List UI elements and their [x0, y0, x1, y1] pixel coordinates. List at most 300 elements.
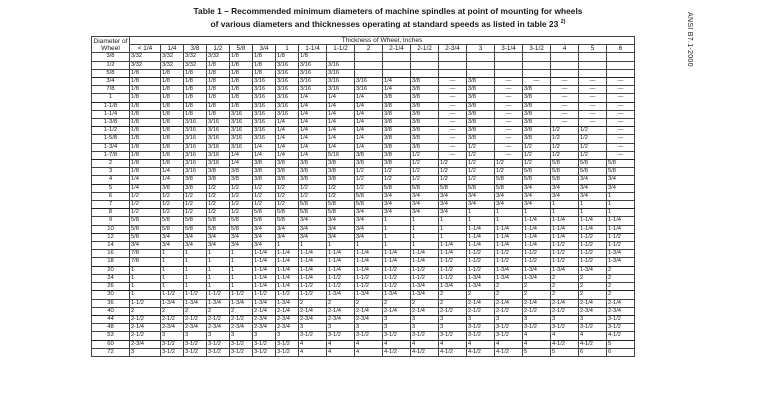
spindle-diameter-cell: 1/2 [207, 192, 230, 200]
spindle-diameter-cell: 2 [299, 299, 327, 307]
spindle-diameter-cell: 3/4 [355, 209, 383, 217]
spindle-diameter-cell: 3/32 [130, 61, 161, 69]
spindle-diameter-cell: 3-1/2 [355, 332, 383, 340]
spindle-diameter-cell: 3/4 [299, 233, 327, 241]
spindle-diameter-cell: 3/16 [184, 119, 207, 127]
spindle-diameter-cell: — [607, 119, 635, 127]
spindle-diameter-cell: 3/16 [184, 135, 207, 143]
spindle-diameter-cell: 2 [383, 299, 411, 307]
spindle-diameter-cell: 5/8 [607, 160, 635, 168]
spindle-diameter-cell: — [439, 127, 467, 135]
spindle-diameter-cell: 1 [523, 209, 551, 217]
spindle-diameter-cell: — [579, 102, 607, 110]
spindle-diameter-cell: 1-1/2 [207, 291, 230, 299]
spindle-diameter-cell: 1-1/4 [276, 283, 299, 291]
spindle-diameter-cell: 1/2 [161, 192, 184, 200]
spindle-diameter-cell: 2-3/4 [327, 315, 355, 323]
spindle-diameter-cell: 3/32 [207, 53, 230, 61]
title-line-1: Table 1 – Recommended minimum diameters of machine spindles at point of mounting for wheels [193, 6, 583, 16]
spindle-diameter-cell: 1/8 [207, 61, 230, 69]
spindle-diameter-cell: 1 [207, 258, 230, 266]
table-row [92, 225, 635, 233]
spindle-diameter-cell: 3/16 [276, 69, 299, 77]
spindle-diameter-cell: 1/4 [276, 127, 299, 135]
spindle-diameter-cell [467, 69, 495, 77]
spindle-diameter-cell: 5/8 [184, 225, 207, 233]
wheel-diameter-cell: 3/8 [92, 53, 130, 61]
spindle-diameter-cell: 1-1/2 [161, 291, 184, 299]
spindle-diameter-cell [495, 69, 523, 77]
spindle-diameter-cell: 2-1/4 [299, 307, 327, 315]
spindle-diameter-cell: 1-1/4 [355, 258, 383, 266]
spindle-diameter-cell: 3/16 [230, 127, 253, 135]
spindle-diameter-cell: 3/16 [230, 143, 253, 151]
spindle-diameter-cell: 3 [355, 324, 383, 332]
spindle-diameter-cell [579, 53, 607, 61]
spindle-diameter-cell: 1/8 [130, 143, 161, 151]
spindle-diameter-cell: 1/2 [230, 209, 253, 217]
spindle-diameter-cell: 1/2 [130, 192, 161, 200]
spindle-diameter-cell: 1/4 [253, 143, 276, 151]
spindle-diameter-cell: 3/4 [411, 192, 439, 200]
spindle-diameter-cell: 3/8 [467, 78, 495, 86]
column-header: 4 [551, 45, 579, 53]
spindle-diameter-cell: 1/4 [230, 160, 253, 168]
spindle-diameter-cell: 3/4 [207, 242, 230, 250]
spindle-diameter-cell: 1 [495, 217, 523, 225]
spindle-diameter-cell: 1 [276, 242, 299, 250]
spindle-diameter-cell [467, 53, 495, 61]
spindle-diameter-cell: 3/16 [253, 86, 276, 94]
spindle-diameter-cell: — [607, 86, 635, 94]
spindle-diameter-cell: 2-1/4 [411, 307, 439, 315]
spindle-diameter-cell: 2-1/4 [467, 299, 495, 307]
spindle-diameter-cell: 1/2 [523, 151, 551, 159]
spindle-diameter-cell: 3/4 [579, 176, 607, 184]
spindle-diameter-cell: — [439, 94, 467, 102]
spindle-diameter-cell: 1/2 [579, 135, 607, 143]
table-row [92, 324, 635, 332]
spindle-diameter-cell: 1-3/4 [607, 250, 635, 258]
spindle-diameter-cell: 2-1/4 [383, 307, 411, 315]
spindle-diameter-cell: 5/8 [383, 184, 411, 192]
spindle-diameter-cell: 1 [355, 242, 383, 250]
spindle-diameter-cell: 3/4 [467, 192, 495, 200]
column-header: 1-1/4 [299, 45, 327, 53]
spindle-diameter-cell [355, 53, 383, 61]
spindle-diameter-cell: 3/16 [230, 119, 253, 127]
spindle-diameter-cell: 1 [551, 201, 579, 209]
spindle-diameter-cell: 3/4 [551, 184, 579, 192]
spindle-diameter-cell: 1/4 [327, 94, 355, 102]
spindle-diameter-cell: 1-1/4 [467, 242, 495, 250]
column-header: 2-1/2 [411, 45, 439, 53]
spindle-diameter-cell: — [439, 86, 467, 94]
spindle-diameter-cell: 1-1/2 [411, 274, 439, 282]
spindle-diameter-cell: 3/8 [207, 168, 230, 176]
spindle-diameter-cell: 2 [579, 283, 607, 291]
spindle-diameter-cell: 2 [355, 299, 383, 307]
spindle-diameter-cell: 1 [383, 217, 411, 225]
spindle-diameter-cell: 3/8 [383, 127, 411, 135]
spindle-diameter-cell: 1/4 [355, 135, 383, 143]
spindle-diameter-cell: 5/8 [523, 176, 551, 184]
spindle-diameter-cell: 1-3/4 [467, 274, 495, 282]
column-header: 3/8 [184, 45, 207, 53]
spindle-diameter-cell: 3-1/2 [467, 324, 495, 332]
spindle-diameter-cell: 3/4 [355, 217, 383, 225]
spindle-diameter-cell: 3 [439, 315, 467, 323]
spindle-diameter-cell: 3 [523, 315, 551, 323]
table-row [92, 127, 635, 135]
spindle-diameter-cell: 1-1/2 [579, 250, 607, 258]
spindle-diameter-cell: 1/2 [467, 176, 495, 184]
spindle-diameter-cell: 1-1/4 [607, 217, 635, 225]
spindle-diameter-cell: 1-1/4 [253, 283, 276, 291]
spindle-diameter-cell: 1/2 [495, 160, 523, 168]
table-row [92, 119, 635, 127]
spindle-diameter-cell: 1-1/2 [383, 266, 411, 274]
table-row [92, 110, 635, 118]
spindle-diameter-cell: 3/16 [276, 110, 299, 118]
spindle-diameter-cell: 1-1/4 [355, 266, 383, 274]
spindle-diameter-cell: 5/8 [551, 168, 579, 176]
spindle-diameter-cell: 1/4 [327, 102, 355, 110]
spindle-diameter-cell: 3/8 [383, 151, 411, 159]
column-header: 1-1/2 [327, 45, 355, 53]
spindle-diameter-cell: 2 [607, 283, 635, 291]
spindle-diameter-cell: 3/16 [299, 69, 327, 77]
spindle-diameter-cell: 4-1/2 [607, 332, 635, 340]
spindle-diameter-cell: 1/2 [184, 201, 207, 209]
table-row [92, 332, 635, 340]
spindle-diameter-cell: 1/2 [579, 127, 607, 135]
spindle-diameter-cell: 3 [551, 315, 579, 323]
spindle-diameter-cell: 1/2 [276, 184, 299, 192]
spindle-diameter-cell: — [495, 135, 523, 143]
spindle-diameter-cell: 3/8 [467, 86, 495, 94]
spindle-diameter-cell: 1-1/2 [355, 283, 383, 291]
spindle-diameter-cell: 1-1/2 [579, 242, 607, 250]
spindle-diameter-cell: 3/8 [467, 94, 495, 102]
spindle-diameter-cell: — [495, 119, 523, 127]
spindle-diameter-cell: 2-1/2 [161, 315, 184, 323]
spindle-diameter-cell: 3 [253, 332, 276, 340]
column-header: 3 [467, 45, 495, 53]
spindle-diameter-cell: 1/2 [467, 160, 495, 168]
spindle-diameter-cell [411, 69, 439, 77]
spindle-diameter-cell [523, 53, 551, 61]
spindle-diameter-cell: 3-1/2 [207, 348, 230, 356]
spindle-diameter-cell: 3/8 [299, 168, 327, 176]
spindle-diameter-cell: 1/8 [161, 151, 184, 159]
spindle-diameter-cell: 3/4 [207, 233, 230, 241]
spindle-diameter-table [91, 36, 635, 357]
spindle-diameter-cell: 1-3/4 [467, 283, 495, 291]
wheel-diameter-cell: 40 [92, 307, 130, 315]
wheel-diameter-cell: 1-1/2 [92, 127, 130, 135]
spindle-diameter-cell: 3/4 [253, 225, 276, 233]
spindle-diameter-cell: — [551, 110, 579, 118]
spindle-diameter-cell: 2 [523, 283, 551, 291]
spindle-diameter-cell: 3/16 [355, 78, 383, 86]
spindle-diameter-cell: 5/8 [130, 225, 161, 233]
spindle-diameter-cell: 3 [467, 315, 495, 323]
spindle-diameter-cell: 1-3/4 [607, 258, 635, 266]
spindle-diameter-cell: 3-1/2 [253, 348, 276, 356]
spindle-diameter-cell: 1/8 [161, 119, 184, 127]
column-header: < 1/4 [130, 45, 161, 53]
spindle-diameter-cell: 3/4 [230, 242, 253, 250]
spindle-diameter-cell: 1/8 [130, 110, 161, 118]
table-row [92, 61, 635, 69]
spindle-diameter-cell: 3/8 [467, 119, 495, 127]
spindle-diameter-cell: — [607, 143, 635, 151]
spindle-diameter-cell: 1 [161, 266, 184, 274]
spindle-diameter-cell: 1 [130, 274, 161, 282]
spindle-diameter-cell: 1/8 [184, 69, 207, 77]
spindle-diameter-cell: 1/2 [579, 143, 607, 151]
spindle-diameter-cell: 3/4 [607, 176, 635, 184]
spindle-diameter-cell: 5/8 [207, 217, 230, 225]
spindle-diameter-cell: 1/8 [207, 102, 230, 110]
spindle-diameter-cell: 1/8 [161, 94, 184, 102]
spindle-diameter-cell: 1/2 [439, 160, 467, 168]
wheel-diameter-cell: 1-3/4 [92, 143, 130, 151]
spindle-diameter-cell: 1-3/4 [355, 291, 383, 299]
spindle-diameter-cell: 4 [579, 332, 607, 340]
spindle-diameter-cell: 1 [230, 266, 253, 274]
spindle-diameter-cell: 3/4 [130, 242, 161, 250]
spindle-diameter-cell: 1/4 [299, 94, 327, 102]
spindle-diameter-cell: 3 [411, 315, 439, 323]
spindle-diameter-cell: 1/2 [411, 151, 439, 159]
spindle-diameter-cell: 5/8 [299, 209, 327, 217]
spindle-diameter-cell: 4 [299, 348, 327, 356]
spindle-diameter-cell: 1/8 [161, 102, 184, 110]
wheel-diameter-cell: 60 [92, 340, 130, 348]
spindle-diameter-cell: 1-1/4 [327, 258, 355, 266]
wheel-diameter-cell: 8 [92, 209, 130, 217]
spindle-diameter-cell: 4 [355, 340, 383, 348]
spindle-diameter-cell: 1-1/4 [467, 233, 495, 241]
spindle-diameter-cell: 3-1/2 [607, 324, 635, 332]
spindle-diameter-cell: 3/4 [607, 184, 635, 192]
spindle-diameter-cell: 5/8 [495, 184, 523, 192]
spindle-diameter-cell: 1/8 [230, 78, 253, 86]
column-header: 3-1/4 [495, 45, 523, 53]
spindle-diameter-cell: 1-3/4 [184, 299, 207, 307]
spindle-diameter-cell: 1-1/4 [411, 258, 439, 266]
spindle-diameter-cell: 3/8 [467, 102, 495, 110]
spindle-diameter-cell: 2-1/4 [130, 324, 161, 332]
spindle-diameter-cell [383, 61, 411, 69]
spindle-diameter-cell: 3/4 [383, 209, 411, 217]
spindle-diameter-cell: 1/2 [130, 201, 161, 209]
spindle-diameter-cell: 3 [207, 332, 230, 340]
spindle-diameter-cell: 1-3/4 [230, 299, 253, 307]
spindle-diameter-cell: 1/8 [130, 86, 161, 94]
spindle-diameter-cell: 1/8 [230, 61, 253, 69]
spindle-diameter-cell: 1 [184, 266, 207, 274]
spindle-diameter-cell: 3/4 [495, 201, 523, 209]
spindle-diameter-cell: 1/8 [276, 53, 299, 61]
spindle-diameter-cell: 1/2 [299, 192, 327, 200]
spindle-diameter-cell: 3/4 [276, 225, 299, 233]
spindle-diameter-cell: — [551, 102, 579, 110]
spindle-diameter-cell: 1/8 [130, 160, 161, 168]
spindle-diameter-cell: 1/2 [467, 151, 495, 159]
spindle-diameter-cell: 1 [207, 283, 230, 291]
spindle-diameter-cell: 3/8 [230, 168, 253, 176]
spindle-diameter-cell: 1/4 [299, 135, 327, 143]
wheel-diameter-cell: 18 [92, 258, 130, 266]
spindle-diameter-cell: 1/8 [130, 78, 161, 86]
spindle-diameter-cell: 5/8 [495, 176, 523, 184]
spindle-diameter-cell: 3 [161, 332, 184, 340]
wheel-diameter-cell: 1/2 [92, 61, 130, 69]
spindle-diameter-cell: 1/4 [327, 119, 355, 127]
spindle-diameter-cell: 1 [207, 274, 230, 282]
spindle-diameter-cell [411, 53, 439, 61]
column-header: 2-1/4 [383, 45, 411, 53]
spindle-diameter-cell: 3-1/2 [230, 340, 253, 348]
spindle-diameter-cell: 1-1/2 [383, 274, 411, 282]
wheel-diameter-cell: 72 [92, 348, 130, 356]
spindle-diameter-cell: 3/8 [383, 110, 411, 118]
spindle-diameter-cell: 1 [161, 258, 184, 266]
spindle-diameter-cell: 5 [523, 348, 551, 356]
spindle-diameter-cell: 1-1/2 [439, 274, 467, 282]
spindle-diameter-cell: 1-1/2 [439, 266, 467, 274]
spindle-diameter-cell: 1/4 [355, 143, 383, 151]
spindle-diameter-cell: 1-1/4 [523, 217, 551, 225]
table-row [92, 168, 635, 176]
table-row [92, 250, 635, 258]
spindle-diameter-cell: 3 [383, 315, 411, 323]
spindle-diameter-cell: 5/8 [551, 176, 579, 184]
spindle-diameter-cell [327, 53, 355, 61]
spindle-diameter-cell: 3/4 [276, 233, 299, 241]
spindle-diameter-cell: 1-1/2 [467, 266, 495, 274]
spindle-diameter-cell: 1/8 [161, 135, 184, 143]
spindle-diameter-cell: — [579, 78, 607, 86]
table-row [92, 307, 635, 315]
spindle-diameter-cell: 1/4 [355, 94, 383, 102]
spindle-diameter-cell [523, 69, 551, 77]
spindle-diameter-cell: 3/8 [276, 160, 299, 168]
spindle-diameter-cell: — [495, 127, 523, 135]
spindle-diameter-cell: 1-1/4 [253, 258, 276, 266]
spindle-diameter-cell: 1-3/4 [207, 299, 230, 307]
spindle-diameter-cell: 2 [523, 291, 551, 299]
spindle-diameter-cell: 2-3/4 [161, 324, 184, 332]
spindle-diameter-cell: 1/8 [130, 127, 161, 135]
spindle-diameter-cell: 1/2 [327, 192, 355, 200]
spindle-diameter-cell: 2 [467, 291, 495, 299]
spindle-diameter-cell [439, 53, 467, 61]
spindle-diameter-cell: 3/4 [299, 217, 327, 225]
spindle-diameter-cell: 2 [411, 299, 439, 307]
spindle-diameter-cell: 1-1/4 [299, 258, 327, 266]
spindle-diameter-cell: 5/8 [355, 201, 383, 209]
spindle-diameter-cell: 3/8 [276, 176, 299, 184]
spindle-diameter-cell: 7/8 [130, 258, 161, 266]
spindle-diameter-cell: 3 [579, 315, 607, 323]
spindle-diameter-cell: 1-1/4 [276, 274, 299, 282]
spindle-diameter-cell: 1/8 [161, 143, 184, 151]
spindle-diameter-cell: 2-1/2 [495, 307, 523, 315]
spindle-diameter-cell: 1-1/2 [607, 233, 635, 241]
spindle-diameter-cell: 3/8 [327, 168, 355, 176]
spindle-diameter-cell: 1/2 [184, 192, 207, 200]
spindle-diameter-cell: — [579, 94, 607, 102]
spindle-diameter-cell: 3/16 [276, 94, 299, 102]
spindle-diameter-cell: 3/8 [230, 176, 253, 184]
table-row [92, 315, 635, 323]
spindle-diameter-cell: 1/2 [230, 192, 253, 200]
spindle-diameter-cell: 3/8 [467, 110, 495, 118]
spindle-diameter-cell: 3 [327, 324, 355, 332]
spindle-diameter-cell [551, 53, 579, 61]
spindle-diameter-cell: 5/8 [327, 201, 355, 209]
spindle-diameter-cell: 1/8 [230, 102, 253, 110]
spindle-diameter-cell: 1-1/4 [253, 250, 276, 258]
spindle-diameter-cell: 1 [299, 242, 327, 250]
spindle-diameter-cell: 1-3/4 [495, 266, 523, 274]
spindle-diameter-cell: 1/2 [411, 168, 439, 176]
spindle-diameter-cell: 3/32 [161, 61, 184, 69]
spindle-diameter-cell: 2-3/4 [299, 315, 327, 323]
spindle-diameter-cell: 2-3/4 [230, 324, 253, 332]
spindle-diameter-cell: 1/8 [130, 119, 161, 127]
spindle-diameter-cell: 2-1/4 [523, 299, 551, 307]
spindle-diameter-cell: 4 [551, 332, 579, 340]
spindle-diameter-cell: 4-1/2 [467, 348, 495, 356]
spindle-diameter-cell: 1 [130, 266, 161, 274]
spindle-diameter-cell: 3-1/2 [411, 332, 439, 340]
spindle-diameter-cell [355, 61, 383, 69]
spindle-diameter-cell: 1 [551, 209, 579, 217]
spindle-diameter-cell: 4-1/2 [439, 348, 467, 356]
spindle-diameter-cell: 1-1/4 [579, 217, 607, 225]
spindle-diameter-cell: — [439, 151, 467, 159]
spindle-diameter-cell: 3-1/2 [184, 348, 207, 356]
spindle-diameter-cell: 4 [327, 340, 355, 348]
spindle-diameter-cell: 1-3/4 [411, 291, 439, 299]
spindle-diameter-cell: 3/8 [411, 78, 439, 86]
spindle-diameter-cell: 2 [439, 291, 467, 299]
spindle-diameter-cell: 3/4 [184, 233, 207, 241]
spindle-diameter-cell: 3 [383, 324, 411, 332]
spindle-diameter-cell: 1-1/4 [327, 250, 355, 258]
spindle-diameter-cell: 2 [439, 299, 467, 307]
spindle-diameter-cell: 1/2 [253, 201, 276, 209]
spindle-diameter-cell: 3/16 [276, 102, 299, 110]
wheel-diameter-cell: 36 [92, 299, 130, 307]
spindle-diameter-cell: — [495, 102, 523, 110]
spindle-diameter-cell: 3-1/2 [327, 332, 355, 340]
spindle-diameter-cell: 1-1/4 [411, 250, 439, 258]
spindle-diameter-cell: 3-1/2 [439, 332, 467, 340]
spindle-diameter-cell: 3/8 [523, 86, 551, 94]
spindle-diameter-cell: 1/4 [355, 127, 383, 135]
spindle-diameter-cell: 3-1/2 [184, 340, 207, 348]
spindle-diameter-cell: 1-1/2 [439, 258, 467, 266]
spindle-diameter-cell: 1/4 [383, 86, 411, 94]
spindle-diameter-cell: 4 [439, 340, 467, 348]
spindle-diameter-cell: 1-1/2 [230, 291, 253, 299]
